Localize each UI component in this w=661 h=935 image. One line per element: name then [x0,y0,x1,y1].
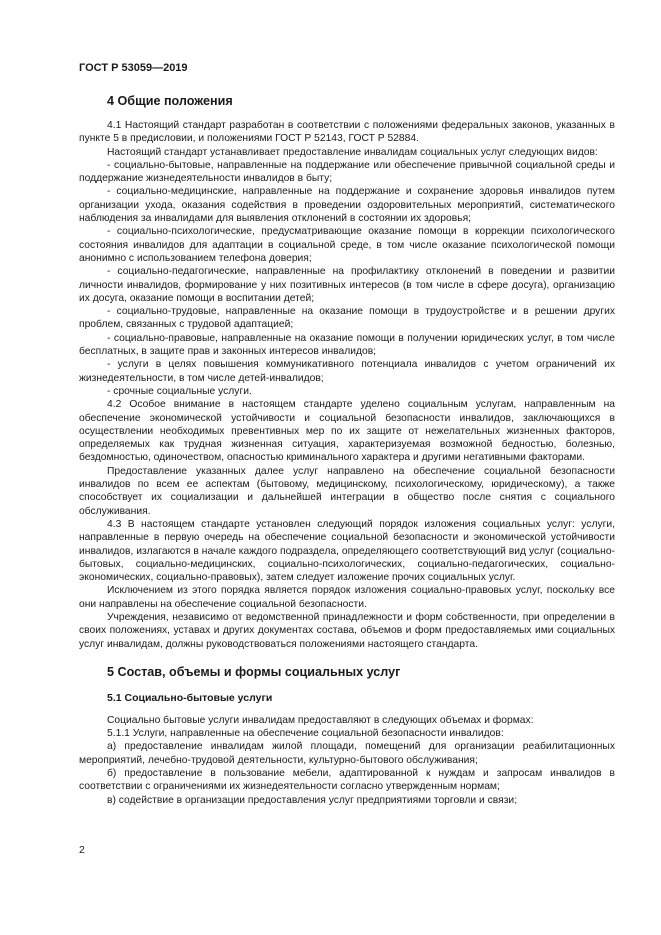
list-item: - социально-трудовые, направленные на оказание помощи в трудоустройстве и в решении других проблем, связанных с трудовой адаптацией; [79,306,615,331]
section-4-title: 4 Общие положения [107,94,233,108]
list-item: б) предоставление в пользование мебели, адаптированной к нуждам и запросам инвалидов в соответствии с ограничениями их жизнедеятельности согласно утвержденным нормам; [79,768,615,793]
document-header: ГОСТ Р 53059—2019 [79,62,188,74]
subsection-5-1-title: 5.1 Социально-бытовые услуги [107,691,273,704]
list-item: - социально-психологические, предусматривающие оказание помощи в коррекции психологического состояния инвалидов для адаптации в социальной среде, в том числе оказание психологической помощи анонимно с использованием телефона доверия; [79,226,615,264]
paragraph: 4.2 Особое внимание в настоящем стандарте уделено социальным услугам, направленным на обеспечение экономической устойчивости и социальной безопасности инвалидов, заключающихся в осуществлении необходимых превентивных мер по их защите от нежелательных жизненных факторов, определяемых как трудная жизненная ситуация, характеризуемая возможной бедностью, болезнью, бездомностью, одиночеством, опасностью криминального характера и другими негативными факторами. [79,399,615,464]
list-item: - срочные социальные услуги. [107,385,252,397]
paragraph: Исключением из этого порядка является порядок изложения социально-правовых услуг, поскольку все они направлены на обеспечение социальной безопасности. [79,585,615,610]
list-item: - социально-медицинские, направленные на поддержание и сохранение здоровья инвалидов путем организации ухода, оказания содействия в проведении оздоровительных мероприятий, систематического наблюдения за инвалидами для выявления отклонений в состоянии их здоровья; [79,186,615,225]
list-item: а) предоставление инвалидам жилой площади, помещений для организации реабилитационных мероприятий, лечебно-трудовой деятельности, культурно-бытового обслуживания; [79,741,615,766]
list-item: - услуги в целях повышения коммуникативного потенциала инвалидов с учетом ограничений их жизнедеятельности, в том числе детей-инвалидов; [79,359,615,384]
paragraph: 4.1 Настоящий стандарт разработан в соответствии с положениями федеральных законов, указанных в пункте 5 в предисловии, и положениями ГОСТ Р 52143, ГОСТ Р 52884. [79,120,615,145]
page-number: 2 [79,844,85,856]
paragraph: Учреждения, независимо от ведомственной принадлежности и форм собственности, при определении в своих положениях, уставах и других документах состава, объемов и форм предоставляемых ими социальных услуг инвалидам, должны руководствоваться положениями настоящего стандарта. [79,611,615,650]
paragraph: Социально бытовые услуги инвалидам предоставляют в следующих объемах и формах: [107,714,534,726]
paragraph: 5.1.1 Услуги, направленные на обеспечение социальной безопасности инвалидов: [107,728,504,740]
section-5-title: 5 Состав, объемы и формы социальных услуг [107,664,401,679]
list-item: - социально-правовые, направленные на оказание помощи в получении юридических услуг, в том числе бесплатных, в защите прав и законных интересов инвалидов; [79,332,615,358]
paragraph: 4.3 В настоящем стандарте установлен следующий порядок изложения социальных услуг: услуги, направленные в первую очередь на обеспечение социальной безопасности и экономической устойчивости инвалидов, излагаются в начале каждого подраздела, определяющего соответствующий вид услуг (социально-бытовых, социально-медицинских, социально-психологических, социально-педагогических, социально-экономических, социально-правовых), затем следует изложение прочих социальных услуг. [79,518,615,584]
list-item: в) содействие в организации предоставления услуг предприятиями торговли и связи; [107,794,518,806]
list-item: - социально-педагогические, направленные на профилактику отклонений в поведении и развитии личности инвалидов, формирование у них позитивных интересов (в том числе в сфере досуга), организацию их досуга, оказание помощи в воспитании детей; [79,266,615,304]
list-item: - социально-бытовые, направленные на поддержание или обеспечение привычной социальной среды и поддержание жизнедеятельности инвалидов в быту; [79,159,615,185]
paragraph: Предоставление указанных далее услуг направлено на обеспечение социальной безопасности инвалидов по всем ее аспектам (бытовому, медицинскому, психологическому, юридическому), а также способствует их социализации и дальнейшей интеграции в общество после снятия с социального обслуживания. [79,465,615,517]
paragraph: Настоящий стандарт устанавливает предоставление инвалидам социальных услуг следующих видов: [107,146,598,158]
document-body [79,93,615,807]
